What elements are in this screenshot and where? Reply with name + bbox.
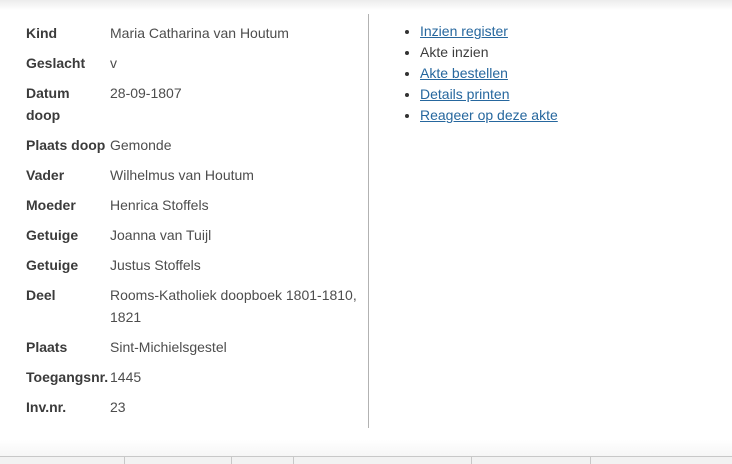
field-label: Toegangsnr.	[26, 369, 109, 385]
field-label: Moeder	[26, 197, 76, 213]
record-row-deel	[26, 284, 366, 328]
list-item	[420, 42, 712, 63]
field-label: Plaats	[26, 339, 68, 355]
record-row-vader	[26, 164, 366, 186]
record-row-invnr	[26, 396, 366, 418]
field-label: Vader	[26, 167, 65, 183]
results-table-top-edge	[0, 456, 732, 464]
field-label: Kind	[26, 25, 58, 41]
field-value: 28-09-1807	[110, 85, 182, 101]
actions-panel	[392, 21, 712, 126]
record-row-plaats-doop	[26, 134, 366, 156]
record-row-moeder	[26, 194, 366, 216]
field-value: Joanna van Tuijl	[110, 227, 212, 243]
field-value: Justus Stoffels	[110, 257, 201, 273]
field-value: 23	[110, 399, 126, 415]
list-item	[420, 84, 712, 105]
list-item	[420, 21, 712, 42]
field-value: 1445	[110, 369, 142, 385]
action-link-reageer-op-deze-akte[interactable]: Reageer op deze akte	[420, 107, 558, 123]
action-link-inzien-register[interactable]: Inzien register	[420, 23, 508, 39]
table-column-divider	[124, 457, 125, 464]
field-value: Rooms-Katholiek doopboek 1801-1810, 1821	[110, 287, 357, 325]
field-label: Deel	[26, 287, 56, 303]
record-row-toegangsnr	[26, 366, 366, 388]
field-label: Plaats doop	[26, 137, 106, 153]
list-item	[420, 63, 712, 84]
bottom-gradient	[0, 440, 732, 456]
field-value: v	[110, 55, 117, 71]
actions-list	[392, 21, 712, 126]
field-label: Inv.nr.	[26, 399, 67, 415]
action-link-akte-bestellen[interactable]: Akte bestellen	[420, 65, 508, 81]
field-value: Wilhelmus van Houtum	[110, 167, 254, 183]
table-column-divider	[293, 457, 294, 464]
field-label: Geslacht	[26, 55, 86, 71]
record-row-getuige-2	[26, 254, 366, 276]
record-row-plaats	[26, 336, 366, 358]
record-row-geslacht	[26, 52, 366, 74]
list-item	[420, 105, 712, 126]
top-gradient	[0, 0, 732, 10]
field-value: Maria Catharina van Houtum	[110, 25, 289, 41]
record-row-kind	[26, 22, 366, 44]
field-value: Sint-Michielsgestel	[110, 339, 227, 355]
record-row-datum-doop	[26, 82, 366, 126]
action-text-akte-inzien: Akte inzien	[420, 44, 489, 60]
field-label: Datum doop	[26, 85, 70, 123]
column-divider	[368, 14, 369, 428]
table-column-divider	[231, 457, 232, 464]
record-detail-panel	[26, 22, 366, 426]
field-label: Getuige	[26, 227, 79, 243]
table-column-divider	[471, 457, 472, 464]
table-column-divider	[590, 457, 591, 464]
record-row-getuige-1	[26, 224, 366, 246]
action-link-details-printen[interactable]: Details printen	[420, 86, 510, 102]
field-value: Henrica Stoffels	[110, 197, 209, 213]
field-value: Gemonde	[110, 137, 172, 153]
field-label: Getuige	[26, 257, 79, 273]
